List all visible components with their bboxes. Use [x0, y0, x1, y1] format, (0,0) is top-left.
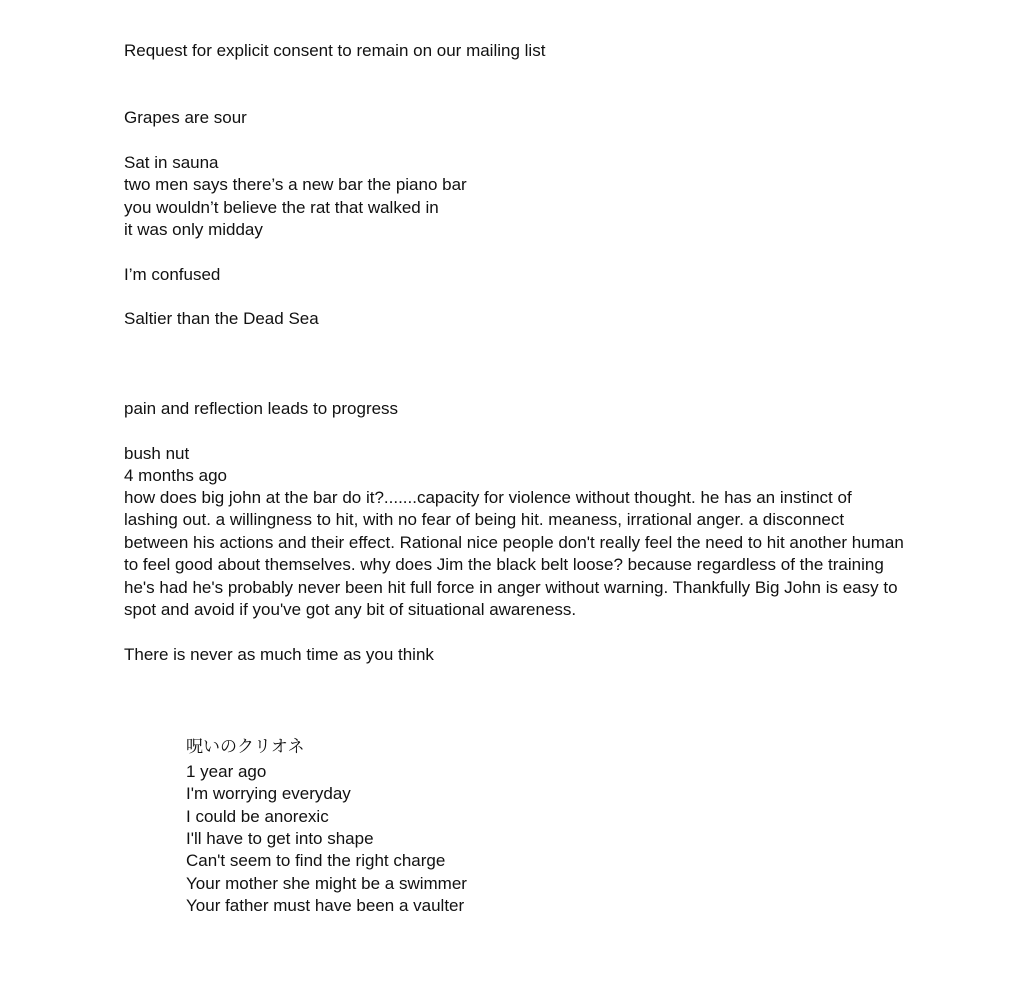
comment1-text: how does big john at the bar do it?.......capacity for violence without thought. he has an instinct of lashing out. a willingness to hit, with no fear of being hit. meaness, irrational anger. a disconnect between his actions and their effect. Rational nice people don't really feel the need to hit another human to feel good about themselves. why does Jim the black belt loose? because regardless of the training he's had he's probably never been hit full force in anger without warning. Thankfully Big John is easy to spot and avoid if you've got any bit of situational awareness. — [124, 488, 904, 620]
comment2-author: 呪いのクリオネ — [186, 737, 305, 757]
saltier-line: Saltier than the Dead Sea — [124, 309, 319, 328]
sauna-line-4: it was only midday — [124, 220, 263, 239]
comment2-line-5: Your mother she might be a swimmer — [186, 874, 467, 893]
confused-line: I’m confused — [124, 265, 221, 284]
comment2-line-1: I'm worrying everyday — [186, 784, 351, 803]
time-note: There is never as much time as you think — [124, 645, 434, 664]
pain-line: pain and reflection leads to progress — [124, 399, 399, 418]
sauna-line-2: two men says there’s a new bar the piano bar — [124, 175, 467, 194]
comment2-line-2: I could be anorexic — [186, 807, 329, 826]
comment2-line-4: Can't seem to find the right charge — [186, 851, 446, 870]
comment1-time: 4 months ago — [124, 466, 228, 485]
comment2-time: 1 year ago — [186, 762, 267, 781]
comment1-author: bush nut — [124, 444, 190, 463]
comment2-line-3: I'll have to get into shape — [186, 829, 374, 848]
comment2-line-6: Your father must have been a vaulter — [186, 896, 465, 915]
heading: Request for explicit consent to remain on our mailing list — [124, 41, 546, 60]
grapes-line: Grapes are sour — [124, 108, 247, 127]
sauna-line-3: you wouldn’t believe the rat that walked in — [124, 198, 439, 217]
sauna-line-1: Sat in sauna — [124, 153, 219, 172]
